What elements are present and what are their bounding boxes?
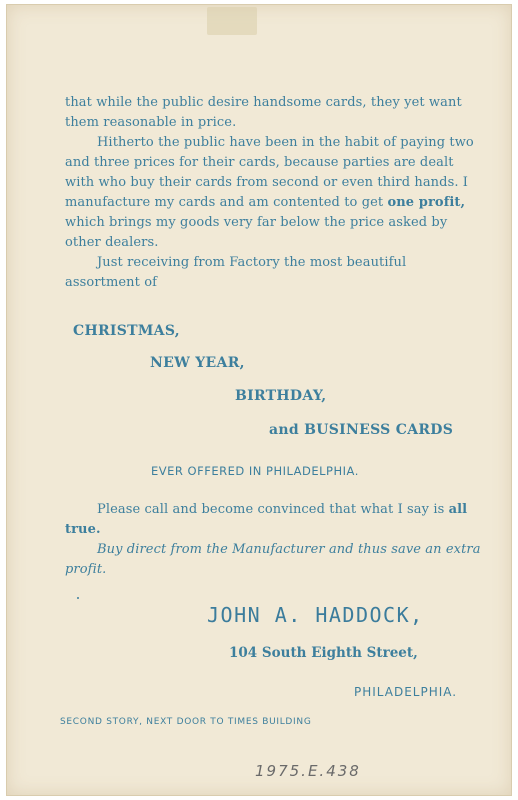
- paragraph-assortment: Just receiving from Factory the most beautiful assortment of: [65, 255, 407, 290]
- accession-number: 1975.E.438: [255, 762, 361, 780]
- closing-buy-direct: Buy direct from the Manufacturer and thus save an extra profit.: [65, 542, 481, 577]
- signature-address: 104 South Eighth Street,: [229, 645, 418, 661]
- all-true-emphasis: all true.: [65, 502, 468, 537]
- closing-text-a: Please call and become convinced that what I say is: [97, 502, 449, 517]
- heading-christmas: CHRISTMAS,: [73, 323, 180, 339]
- signature-name: JOHN A. HADDOCK,: [207, 603, 424, 627]
- closing-convinced: [65, 500, 485, 540]
- pricing-text-a: Hitherto the public have been in the habit of paying two and three prices for their cards, because parties are dealt with who buy their cards from second or even third hands. I manufacture my cards and am contented to get: [65, 135, 474, 210]
- footer-location: SECOND STORY, NEXT DOOR TO TIMES BUILDING: [60, 717, 312, 727]
- heading-business-cards: and BUSINESS CARDS: [269, 422, 454, 438]
- ever-offered-line: EVER OFFERED IN PHILADELPHIA.: [151, 464, 359, 478]
- body-text: [65, 93, 485, 293]
- paragraph-intro: that while the public desire handsome cards, they yet want them reasonable in price.: [65, 95, 462, 130]
- closing-text: [65, 500, 485, 580]
- pricing-text-b: which brings my goods very far below the price asked by other dealers.: [65, 215, 448, 250]
- trade-card: [6, 4, 512, 796]
- paragraph-pricing: [65, 133, 485, 253]
- heading-birthday: BIRTHDAY,: [235, 388, 327, 404]
- ink-dot: [77, 597, 79, 599]
- signature-city: PHILADELPHIA.: [354, 685, 458, 699]
- one-profit-emphasis: one profit,: [387, 195, 466, 210]
- mounting-hinge: [207, 7, 257, 35]
- heading-new-year: NEW YEAR,: [150, 355, 245, 371]
